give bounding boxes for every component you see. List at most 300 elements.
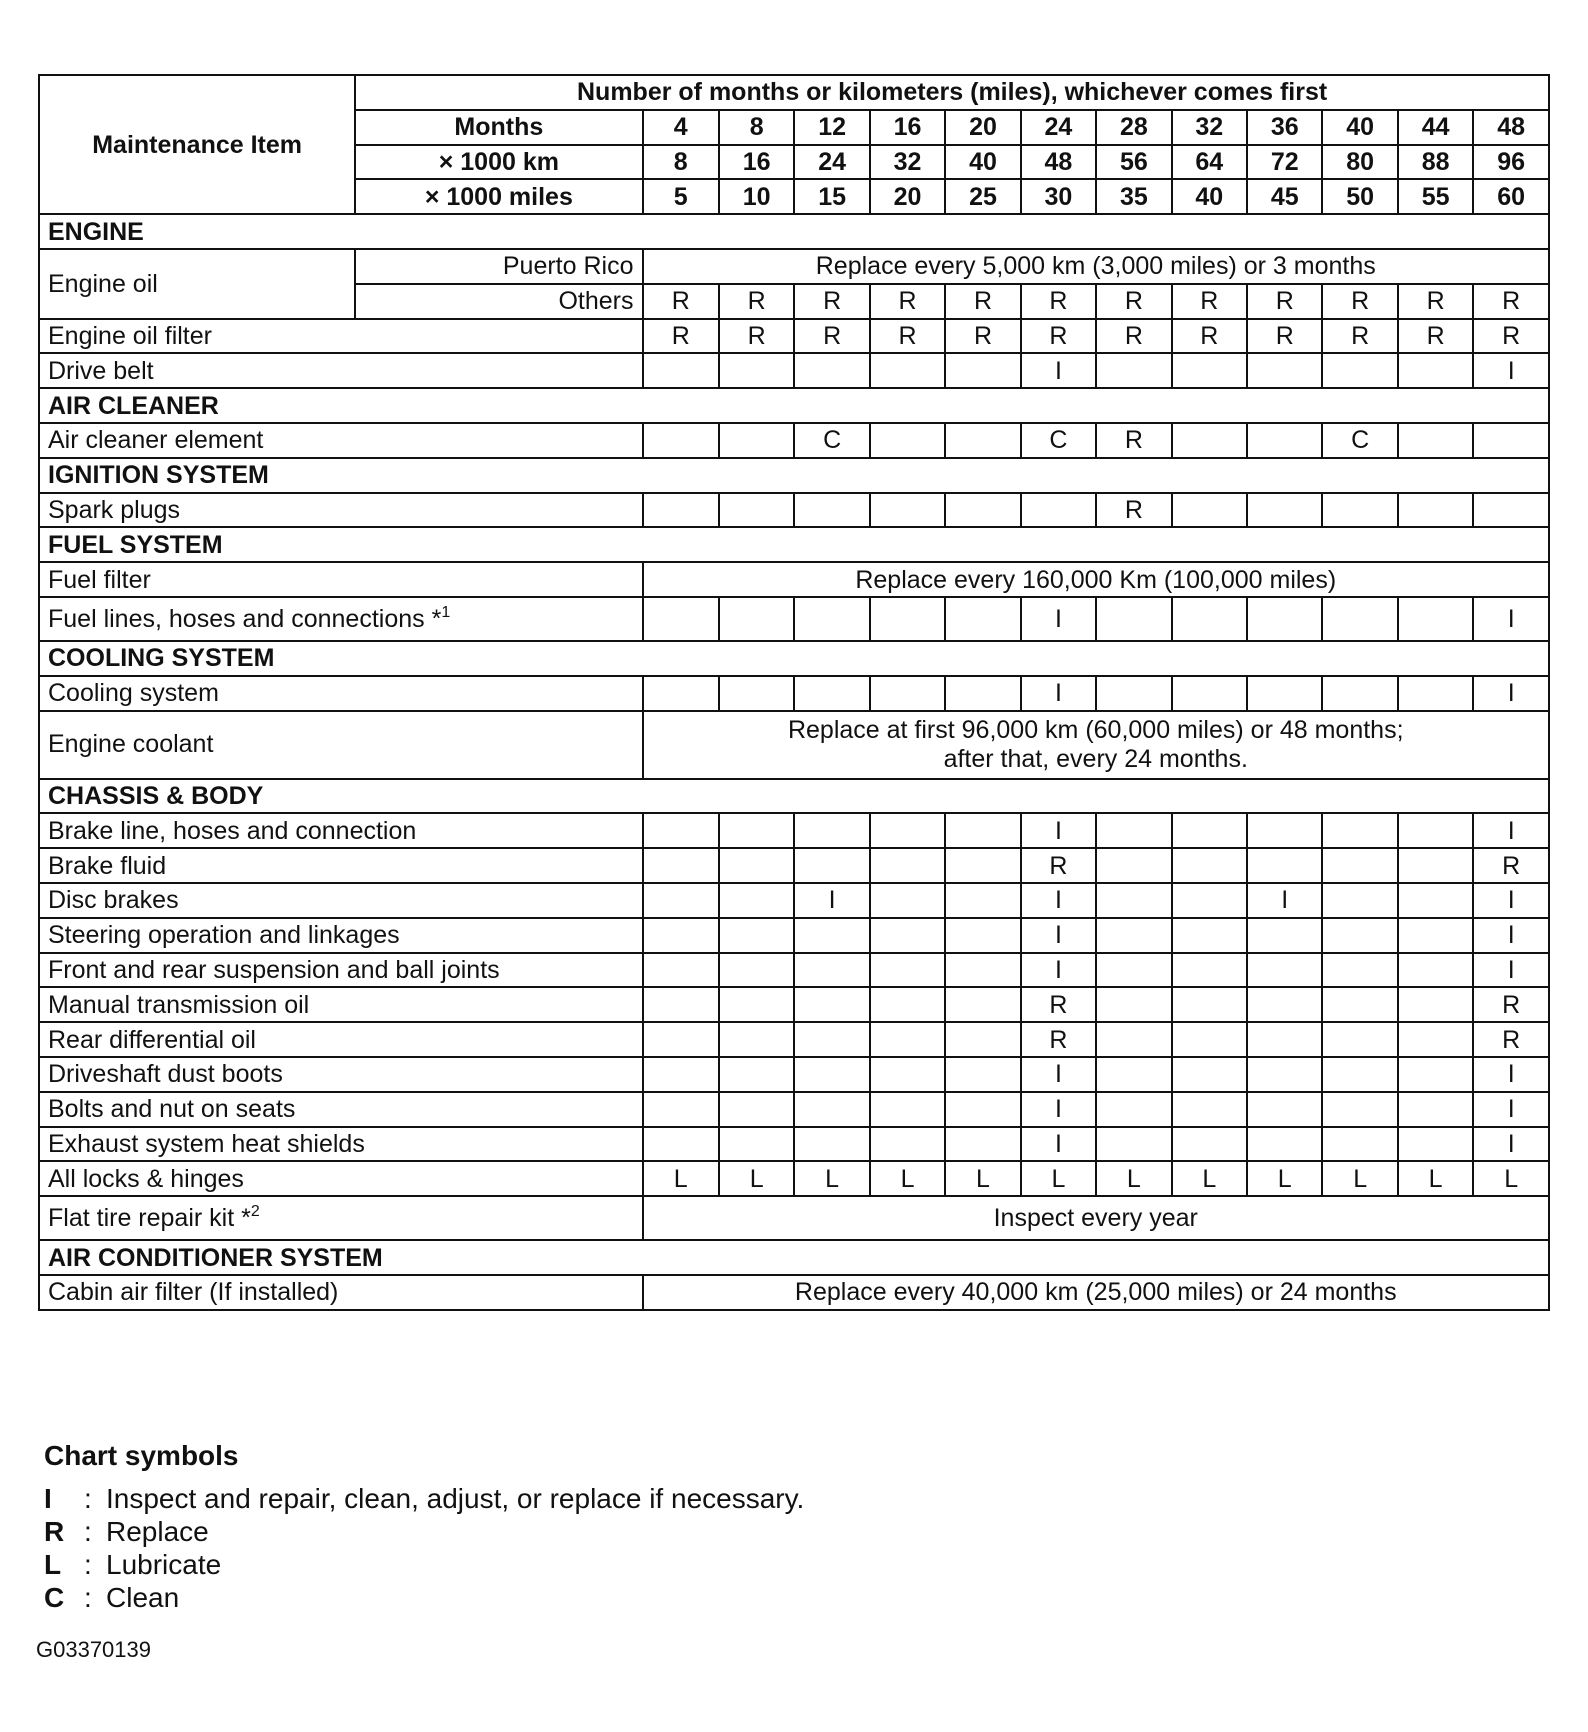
item-name	[39, 1161, 643, 1196]
schedule-cell	[1398, 676, 1473, 711]
schedule-cell: R	[1398, 319, 1473, 354]
schedule-cell	[1322, 953, 1397, 988]
schedule-cell: R	[1021, 1022, 1096, 1057]
schedule-cell	[643, 987, 719, 1022]
item-name: Engine oil	[39, 249, 355, 319]
item-name-text: Fuel lines, hoses and connections *	[48, 604, 442, 633]
interval-value: 16	[870, 110, 945, 145]
item-name-text: Spark plugs	[48, 495, 181, 524]
schedule-cell	[719, 918, 794, 953]
legend-symbol: C	[44, 1582, 65, 1613]
interval-value: 25	[945, 179, 1020, 214]
schedule-cell	[870, 1127, 945, 1162]
region-label: Puerto Rico	[355, 249, 642, 284]
table-row	[39, 883, 1549, 918]
item-name	[39, 848, 643, 883]
legend-text: Lubricate	[106, 1549, 222, 1580]
interval-value: 88	[1398, 145, 1473, 180]
interval-value: 60	[1473, 179, 1549, 214]
schedule-cell	[945, 1057, 1020, 1092]
item-name	[39, 597, 643, 641]
schedule-cell	[945, 1092, 1020, 1127]
schedule-cell	[1322, 493, 1397, 528]
schedule-cell	[1172, 953, 1247, 988]
item-name-text: Manual transmission oil	[48, 990, 310, 1019]
schedule-cell: R	[794, 319, 869, 354]
schedule-cell	[719, 1092, 794, 1127]
schedule-cell	[1398, 848, 1473, 883]
interval-value: 28	[1096, 110, 1171, 145]
section-row	[39, 388, 1549, 423]
maintenance-schedule-table	[38, 74, 1550, 1311]
schedule-cell	[1247, 1127, 1322, 1162]
schedule-cell	[643, 493, 719, 528]
schedule-cell: I	[1021, 1092, 1096, 1127]
legend-colon: :	[84, 1483, 92, 1514]
section-row	[39, 527, 1549, 562]
span-note-line: Replace at first 96,000 km (60,000 miles) or 48 months;	[787, 715, 1404, 744]
schedule-cell	[945, 353, 1020, 388]
item-name-text: All locks & hinges	[48, 1164, 244, 1193]
interval-unit-label: Months	[355, 110, 642, 145]
schedule-cell	[794, 1057, 869, 1092]
schedule-cell: R	[1322, 319, 1397, 354]
schedule-cell: R	[719, 284, 794, 319]
schedule-cell	[870, 813, 945, 848]
item-name	[39, 1127, 643, 1162]
schedule-cell: R	[1096, 423, 1171, 458]
schedule-cell	[643, 1022, 719, 1057]
section-title: CHASSIS & BODY	[39, 779, 1549, 814]
schedule-cell	[1247, 1022, 1322, 1057]
schedule-cell	[1398, 953, 1473, 988]
item-name	[39, 353, 643, 388]
schedule-cell	[870, 987, 945, 1022]
schedule-cell	[794, 1022, 869, 1057]
schedule-cell: R	[719, 319, 794, 354]
interval-value: 64	[1172, 145, 1247, 180]
legend-title: Chart symbols	[44, 1440, 239, 1471]
table-row	[39, 1275, 1549, 1310]
interval-value: 80	[1322, 145, 1397, 180]
schedule-cell: R	[1322, 284, 1397, 319]
schedule-cell	[719, 1057, 794, 1092]
schedule-cell: R	[1473, 987, 1549, 1022]
schedule-cell: I	[1021, 597, 1096, 641]
schedule-cell	[1322, 1092, 1397, 1127]
schedule-cell	[1322, 848, 1397, 883]
schedule-cell: I	[1021, 676, 1096, 711]
schedule-cell	[1172, 353, 1247, 388]
schedule-cell	[1322, 813, 1397, 848]
schedule-cell	[1398, 918, 1473, 953]
span-note: Replace every 160,000 Km (100,000 miles)	[643, 562, 1550, 597]
section-row	[39, 214, 1549, 249]
schedule-cell	[643, 423, 719, 458]
schedule-cell: L	[643, 1161, 719, 1196]
schedule-cell: R	[1096, 319, 1171, 354]
schedule-cell	[1247, 918, 1322, 953]
item-name	[39, 493, 643, 528]
schedule-cell	[1322, 918, 1397, 953]
schedule-cell	[719, 676, 794, 711]
schedule-cell	[870, 1022, 945, 1057]
schedule-cell	[870, 1057, 945, 1092]
schedule-cell: I	[1247, 883, 1322, 918]
chart-symbols-legend	[44, 1440, 804, 1614]
span-note: Inspect every year	[643, 1196, 1550, 1240]
schedule-cell: L	[1021, 1161, 1096, 1196]
schedule-cell: R	[1473, 848, 1549, 883]
table-row	[39, 813, 1549, 848]
schedule-cell	[794, 676, 869, 711]
item-name-text: Brake fluid	[48, 851, 167, 880]
item-name-text: Front and rear suspension and ball joints	[48, 955, 500, 984]
section-row	[39, 779, 1549, 814]
legend-colon: :	[84, 1582, 92, 1613]
table-row	[39, 987, 1549, 1022]
table-row	[39, 676, 1549, 711]
item-name	[39, 883, 643, 918]
schedule-cell	[1096, 1022, 1171, 1057]
section-row	[39, 641, 1549, 676]
schedule-cell	[1096, 353, 1171, 388]
schedule-cell	[719, 493, 794, 528]
schedule-cell: I	[1021, 1127, 1096, 1162]
schedule-cell: R	[643, 319, 719, 354]
schedule-cell	[1247, 987, 1322, 1022]
interval-value: 35	[1096, 179, 1171, 214]
schedule-cell	[1096, 953, 1171, 988]
schedule-cell: L	[1398, 1161, 1473, 1196]
schedule-cell	[1172, 1022, 1247, 1057]
schedule-cell	[643, 1057, 719, 1092]
schedule-cell	[945, 953, 1020, 988]
interval-unit-label: × 1000 km	[355, 145, 642, 180]
schedule-cell	[1247, 813, 1322, 848]
item-name	[39, 987, 643, 1022]
legend-item	[44, 1581, 804, 1614]
span-note	[643, 711, 1550, 779]
schedule-cell	[1322, 1127, 1397, 1162]
schedule-cell	[719, 987, 794, 1022]
item-name-text: Exhaust system heat shields	[48, 1129, 365, 1158]
schedule-cell: R	[1473, 319, 1549, 354]
schedule-cell: I	[1021, 1057, 1096, 1092]
section-title: ENGINE	[39, 214, 1549, 249]
schedule-cell: R	[794, 284, 869, 319]
schedule-cell	[1172, 848, 1247, 883]
schedule-cell	[870, 423, 945, 458]
section-row	[39, 458, 1549, 493]
table-row	[39, 1127, 1549, 1162]
schedule-cell	[719, 597, 794, 641]
interval-value: 44	[1398, 110, 1473, 145]
schedule-cell	[643, 883, 719, 918]
schedule-cell: I	[1021, 883, 1096, 918]
schedule-cell: R	[1096, 284, 1171, 319]
schedule-cell	[794, 597, 869, 641]
schedule-cell	[1096, 597, 1171, 641]
interval-value: 24	[794, 145, 869, 180]
schedule-cell	[1322, 676, 1397, 711]
schedule-cell	[1398, 493, 1473, 528]
legend-symbol: R	[44, 1516, 65, 1547]
schedule-cell	[870, 1092, 945, 1127]
interval-value: 30	[1021, 179, 1096, 214]
schedule-cell: R	[945, 319, 1020, 354]
item-name-text: Bolts and nut on seats	[48, 1095, 296, 1124]
table-row	[39, 597, 1549, 641]
schedule-cell	[870, 493, 945, 528]
legend-text: Clean	[106, 1582, 180, 1613]
schedule-cell	[870, 597, 945, 641]
schedule-cell	[1247, 1092, 1322, 1127]
schedule-cell: R	[1247, 319, 1322, 354]
section-row	[39, 1240, 1549, 1275]
item-name	[39, 1022, 643, 1057]
item-name-text: Drive belt	[48, 356, 154, 385]
schedule-cell	[1322, 597, 1397, 641]
schedule-cell: I	[1021, 953, 1096, 988]
schedule-cell	[1398, 813, 1473, 848]
schedule-cell	[1322, 987, 1397, 1022]
schedule-cell	[1398, 423, 1473, 458]
legend-text: Replace	[106, 1516, 209, 1547]
schedule-cell	[719, 953, 794, 988]
schedule-cell	[1398, 597, 1473, 641]
schedule-cell	[794, 918, 869, 953]
schedule-cell	[643, 813, 719, 848]
interval-value: 50	[1322, 179, 1397, 214]
item-name	[39, 1275, 643, 1310]
interval-value: 72	[1247, 145, 1322, 180]
item-name	[39, 1057, 643, 1092]
schedule-cell	[1247, 953, 1322, 988]
schedule-cell	[794, 353, 869, 388]
legend-colon: :	[84, 1549, 92, 1580]
schedule-cell	[1096, 1127, 1171, 1162]
schedule-cell	[643, 597, 719, 641]
interval-value: 32	[870, 145, 945, 180]
item-name-text: Engine coolant	[48, 730, 214, 759]
table-row	[39, 353, 1549, 388]
legend-colon: :	[84, 1516, 92, 1547]
schedule-cell	[643, 953, 719, 988]
schedule-cell	[1172, 1092, 1247, 1127]
legend-item	[44, 1548, 804, 1581]
schedule-cell	[643, 918, 719, 953]
schedule-cell	[1398, 1057, 1473, 1092]
schedule-cell: R	[643, 284, 719, 319]
schedule-cell	[1021, 493, 1096, 528]
interval-value: 20	[870, 179, 945, 214]
interval-value: 96	[1473, 145, 1549, 180]
item-name-text: Disc brakes	[48, 886, 179, 915]
interval-value: 56	[1096, 145, 1171, 180]
interval-value: 15	[794, 179, 869, 214]
schedule-cell	[643, 1092, 719, 1127]
schedule-cell	[945, 813, 1020, 848]
schedule-cell	[1096, 813, 1171, 848]
interval-value: 48	[1473, 110, 1549, 145]
schedule-cell	[794, 1092, 869, 1127]
schedule-cell	[1096, 848, 1171, 883]
item-name-text: Rear differential oil	[48, 1025, 256, 1054]
schedule-cell	[1398, 1022, 1473, 1057]
schedule-cell: R	[1398, 284, 1473, 319]
schedule-cell: I	[1473, 1092, 1549, 1127]
footnote-mark: 2	[250, 1203, 260, 1221]
schedule-cell	[870, 883, 945, 918]
schedule-cell: C	[1021, 423, 1096, 458]
item-name-text: Engine oil filter	[48, 321, 212, 350]
schedule-cell: I	[1473, 953, 1549, 988]
span-note: Replace every 5,000 km (3,000 miles) or 3 months	[643, 249, 1550, 284]
schedule-cell	[945, 676, 1020, 711]
schedule-cell: R	[1473, 284, 1549, 319]
item-name	[39, 918, 643, 953]
legend-text: Inspect and repair, clean, adjust, or replace if necessary.	[106, 1483, 805, 1514]
schedule-cell: I	[1473, 813, 1549, 848]
schedule-cell	[719, 883, 794, 918]
schedule-cell: I	[1473, 1127, 1549, 1162]
schedule-cell: R	[1247, 284, 1322, 319]
section-title: AIR CLEANER	[39, 388, 1549, 423]
schedule-cell: R	[1473, 1022, 1549, 1057]
section-title: AIR CONDITIONER SYSTEM	[39, 1240, 1549, 1275]
item-name-text: Cooling system	[48, 679, 219, 708]
schedule-cell	[870, 848, 945, 883]
schedule-cell: R	[870, 284, 945, 319]
item-name	[39, 423, 643, 458]
item-name	[39, 1196, 643, 1240]
item-name-text: Steering operation and linkages	[48, 921, 400, 950]
schedule-cell	[1247, 1057, 1322, 1092]
schedule-cell	[1172, 1057, 1247, 1092]
schedule-cell	[945, 1022, 1020, 1057]
schedule-cell: I	[1473, 883, 1549, 918]
table-row	[39, 848, 1549, 883]
table-row	[39, 319, 1549, 354]
schedule-cell	[719, 1127, 794, 1162]
schedule-cell	[1398, 883, 1473, 918]
schedule-cell: L	[1172, 1161, 1247, 1196]
schedule-cell: L	[1096, 1161, 1171, 1196]
span-note: Replace every 40,000 km (25,000 miles) or 24 months	[643, 1275, 1550, 1310]
schedule-cell	[1247, 493, 1322, 528]
footnote-mark: 1	[441, 603, 451, 621]
schedule-cell	[1322, 1057, 1397, 1092]
schedule-cell	[1172, 918, 1247, 953]
schedule-cell	[794, 848, 869, 883]
schedule-cell: I	[1473, 597, 1549, 641]
schedule-cell	[945, 918, 1020, 953]
interval-value: 4	[643, 110, 719, 145]
schedule-cell: I	[1473, 1057, 1549, 1092]
schedule-cell: L	[945, 1161, 1020, 1196]
table-row	[39, 1161, 1549, 1196]
figure-code: G03370139	[36, 1637, 151, 1662]
legend-items	[44, 1482, 804, 1614]
schedule-cell: R	[1021, 848, 1096, 883]
legend-symbol: I	[44, 1483, 52, 1514]
item-name	[39, 813, 643, 848]
schedule-cell	[719, 813, 794, 848]
schedule-cell	[945, 597, 1020, 641]
section-title: FUEL SYSTEM	[39, 527, 1549, 562]
section-title: IGNITION SYSTEM	[39, 458, 1549, 493]
interval-span-header: Number of months or kilometers (miles), whichever comes first	[355, 75, 1549, 110]
interval-value: 32	[1172, 110, 1247, 145]
table-row	[39, 1057, 1549, 1092]
schedule-cell	[1172, 597, 1247, 641]
schedule-cell	[1096, 883, 1171, 918]
schedule-cell: I	[1021, 918, 1096, 953]
item-name-text: Cabin air filter (If installed)	[48, 1278, 339, 1307]
schedule-cell: I	[1473, 918, 1549, 953]
schedule-cell	[1172, 676, 1247, 711]
schedule-cell: R	[1172, 284, 1247, 319]
schedule-cell	[1322, 883, 1397, 918]
schedule-cell	[1096, 987, 1171, 1022]
schedule-cell	[1172, 423, 1247, 458]
legend-item	[44, 1515, 804, 1548]
interval-value: 20	[945, 110, 1020, 145]
table-row	[39, 423, 1549, 458]
interval-value: 48	[1021, 145, 1096, 180]
interval-value: 36	[1247, 110, 1322, 145]
span-note-line: after that, every 24 months.	[943, 744, 1248, 773]
schedule-cell	[870, 676, 945, 711]
interval-value: 40	[945, 145, 1020, 180]
table-row	[39, 953, 1549, 988]
schedule-cell: R	[945, 284, 1020, 319]
interval-value: 24	[1021, 110, 1096, 145]
schedule-cell	[794, 987, 869, 1022]
schedule-cell	[1398, 353, 1473, 388]
schedule-cell	[1096, 676, 1171, 711]
schedule-cell: C	[794, 423, 869, 458]
schedule-cell	[1247, 353, 1322, 388]
schedule-cell	[1172, 987, 1247, 1022]
schedule-cell: L	[1473, 1161, 1549, 1196]
interval-value: 55	[1398, 179, 1473, 214]
table-row	[39, 249, 1549, 284]
schedule-cell	[945, 987, 1020, 1022]
schedule-cell	[1473, 423, 1549, 458]
schedule-cell	[1172, 1127, 1247, 1162]
schedule-cell	[870, 953, 945, 988]
schedule-cell: R	[870, 319, 945, 354]
schedule-cell	[719, 353, 794, 388]
schedule-cell: L	[1247, 1161, 1322, 1196]
schedule-cell	[643, 676, 719, 711]
interval-value: 16	[719, 145, 794, 180]
schedule-cell: L	[1322, 1161, 1397, 1196]
item-name-text: Brake line, hoses and connection	[48, 816, 417, 845]
maintenance-item-header: Maintenance Item	[39, 75, 355, 214]
schedule-cell	[1398, 987, 1473, 1022]
item-name-text: Fuel filter	[48, 565, 151, 594]
schedule-cell: I	[1473, 676, 1549, 711]
schedule-cell	[1247, 597, 1322, 641]
schedule-cell: I	[1021, 813, 1096, 848]
table-row	[39, 918, 1549, 953]
schedule-cell	[643, 848, 719, 883]
interval-value: 8	[643, 145, 719, 180]
schedule-cell	[794, 493, 869, 528]
